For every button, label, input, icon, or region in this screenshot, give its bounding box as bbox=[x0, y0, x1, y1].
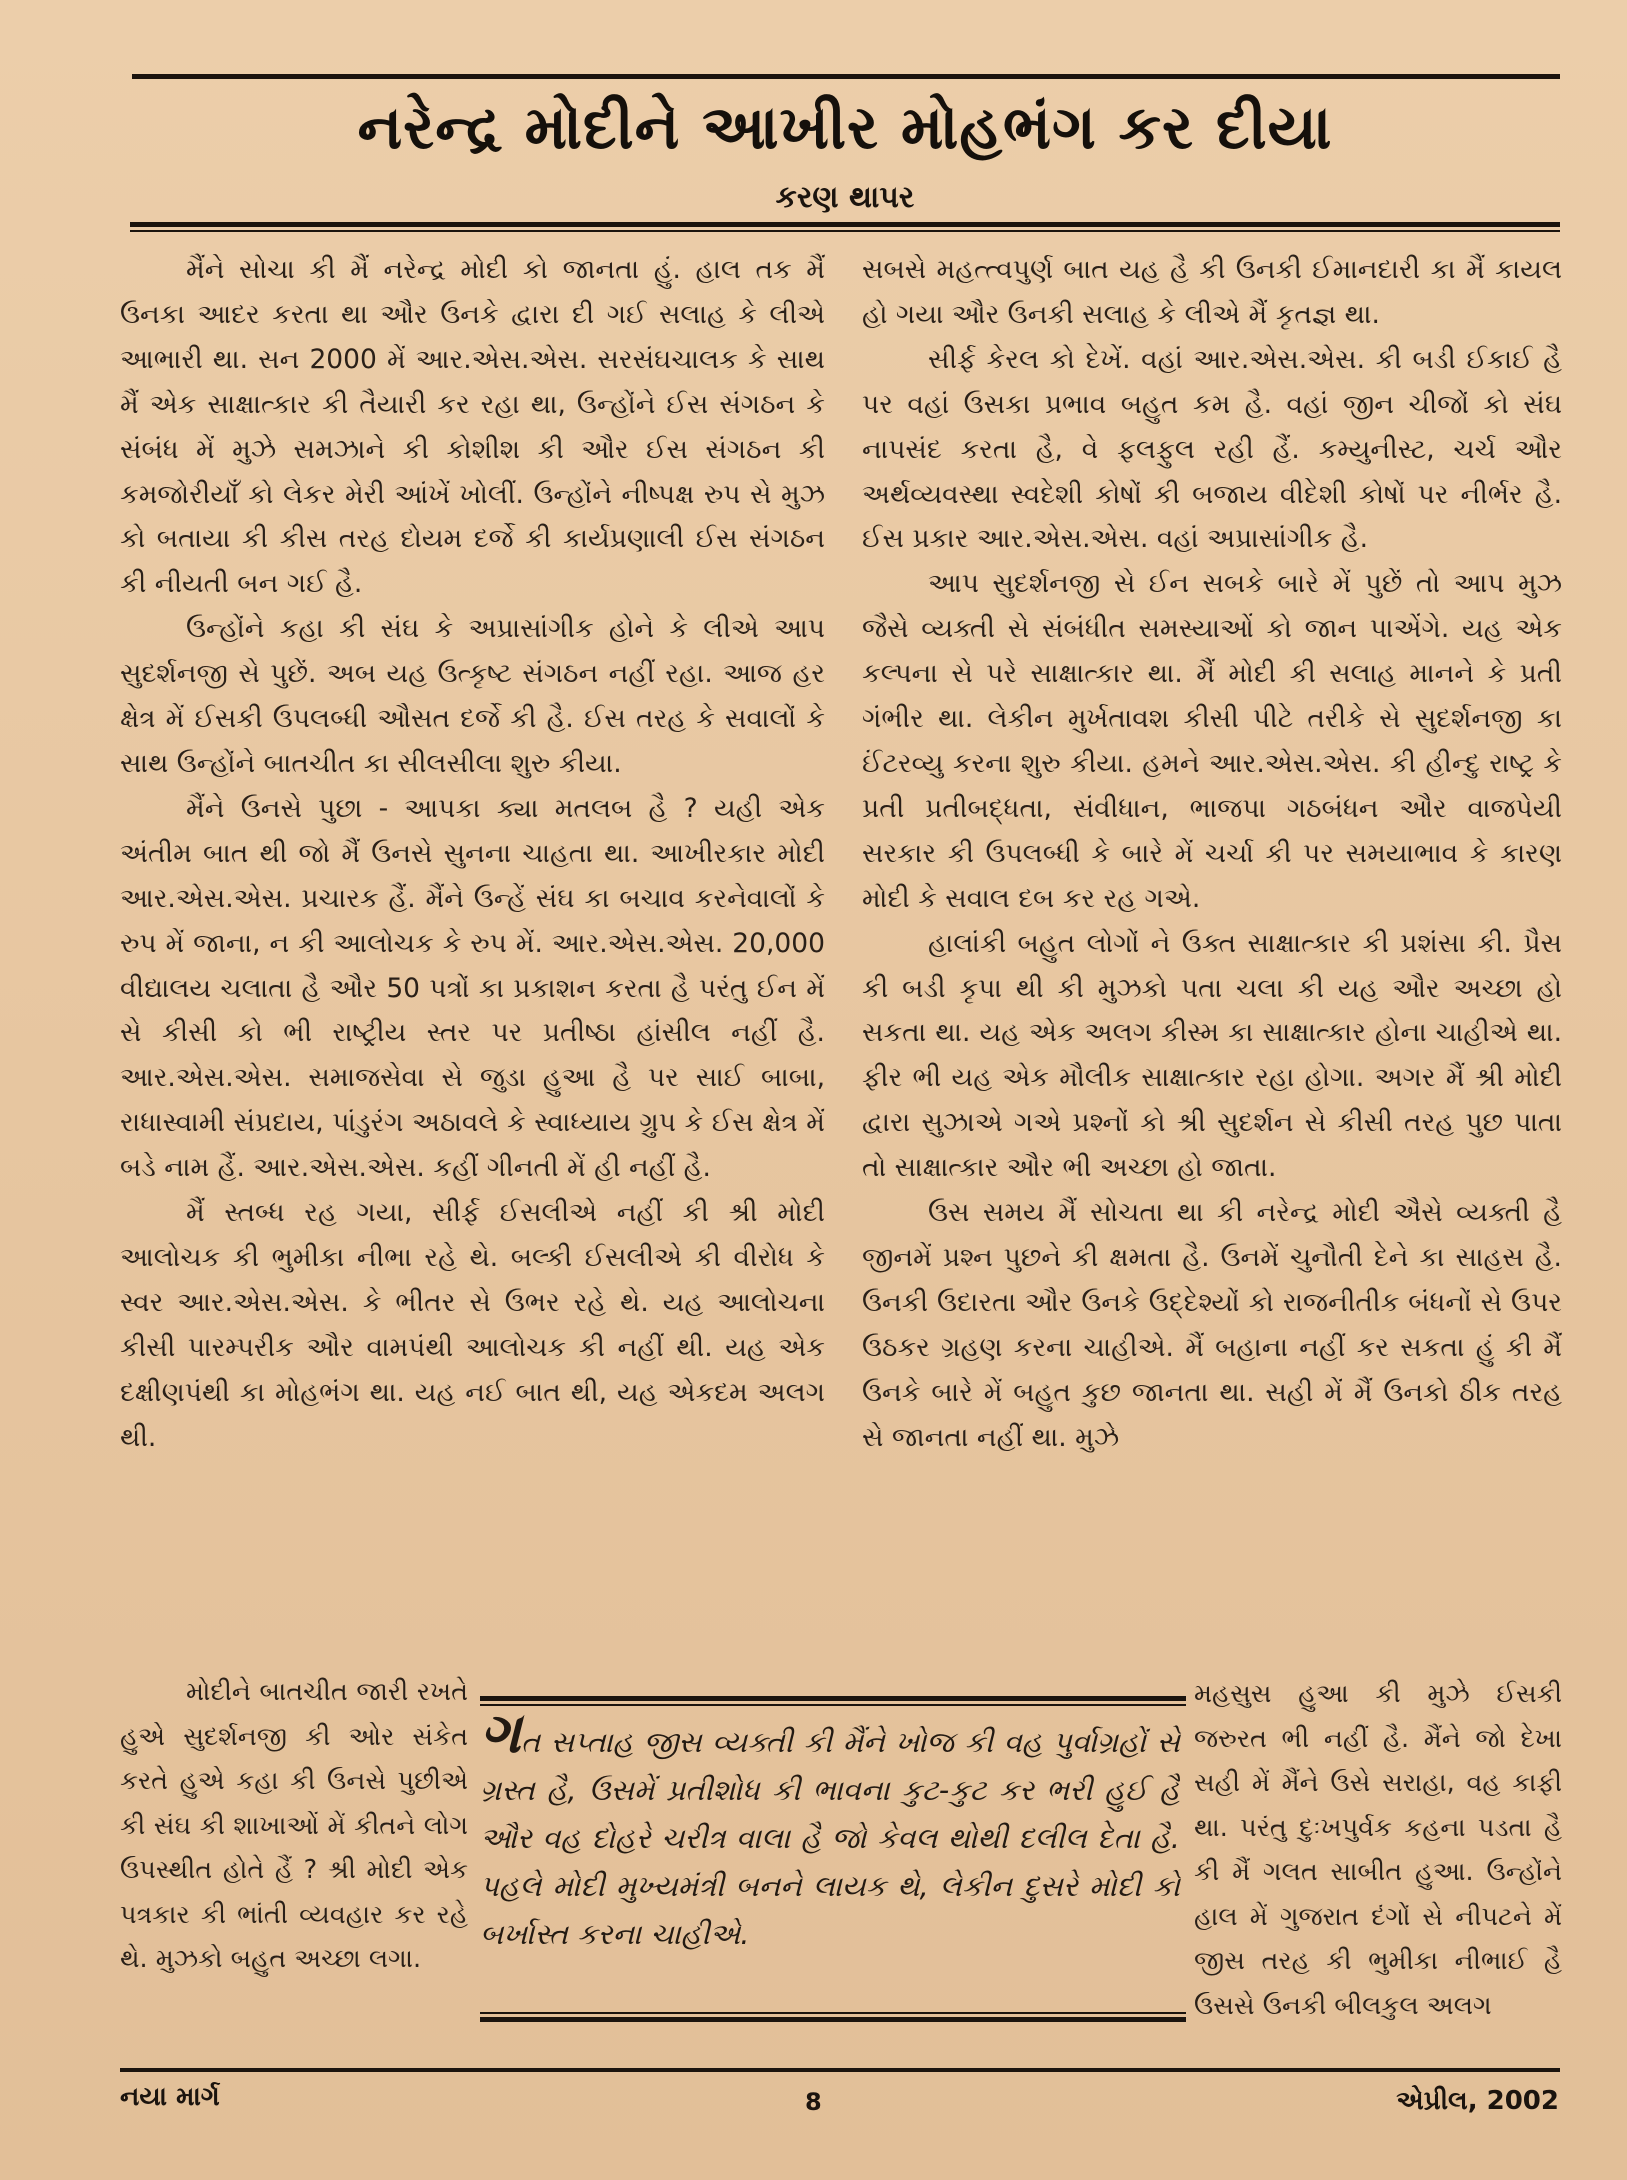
paragraph: મૈં સ્તબ્ધ રહ ગયા, સીર્ફ ઈસલીએ નહીં કી શ્રી મોદી આલોચક કી ભુમીકા નીભા રહે થે. બલ્કી ઈસલીએ કી વીરોધ કે સ્વર આર.એસ.એસ. કે ભીતર સે ઉભર રહે થે. યહ આલોચના કીસી પારમ્પરીક ઔર વામપંથી આલોચક કી નહીં થી. યહ એક દક્ષીણપંથી કા મોહભંગ થા. યહ નઈ બાત થી, યહ એકદમ અલગ થી. bbox=[120, 1197, 825, 1453]
paragraph: ઉન્હોંને કહા કી સંઘ કે અપ્રાસાંગીક હોને કે લીએ આપ સુદર્શનજી સે પુછેં. અબ યહ ઉત્કૃષ્ટ સંગઠન નહીં રહા. આજ હર ક્ષેત્ર મેં ઈસકી ઉપલબ્ધી ઔસત દર્જે કી હૈ. ઈસ તરહ કે સવાલોં કે સાથ ઉન્હોંને બાતચીત કા સીલસીલા શુરુ કીયા. bbox=[120, 613, 825, 779]
paragraph: મોદીને બાતચીત જારી રખતે હુએ સુદર્શનજી કી ઓર સંકેત કરતે હુએ કહા કી ઉનસે પુછીએ કી સંઘ કી શાખાઓં મેં કીતને લોગ ઉપસ્થીત હોતે હૈં ? શ્રી મોદી એક પત્રકાર કી ભાંતી વ્યવહાર કર રહે થે. મુઝકો બહુત અચ્છા લગા. bbox=[120, 1677, 468, 1974]
paragraph: સીર્ફ કેરલ કો દેખેં. વહાં આર.એસ.એસ. કી બડી ઈકાઈ હૈ પર વહાં ઉસકા પ્રભાવ બહુત કમ હૈ. વહાં જીન ચીજોં કો સંઘ નાપસંદ કરતા હૈ, વે ફલફુલ રહી હૈં. કમ્યુનીસ્ટ, ચર્ચ ઔર અર્થવ્યવસ્થા સ્વદેશી કોષોં કી બજાય વીદેશી કોષોં પર નીર્ભર હૈ. ઈસ પ્રકાર આર.એસ.એસ. વહાં અપ્રાસાંગીક હૈ. bbox=[862, 343, 1562, 555]
paragraph: મહસુસ હુઆ કી મુઝે ઈસકી જરુરત ભી નહીં હૈ. મૈંને જો દેખા સહી મેં મૈંને ઉસે સરાહા, વહ કાફી થા. પરંતુ દુઃખપુર્વક કહના પડતા હૈ કી મૈં ગલત સાબીત હુઆ. ઉન્હોંને હાલ મેં ગુજરાત દંગોં સે નીપટને મેં જીસ તરહ કી ભુમીકા નીભાઈ હૈ ઉસસે ઉનકી બીલકુલ અલગ bbox=[1194, 1679, 1562, 2021]
footer-publication: નયા માર્ગ bbox=[120, 2082, 220, 2112]
paragraph: મૈંને ઉનસે પુછા - આપકા ક્યા મતલબ હૈ ? યહી એક અંતીમ બાત થી જો મૈં ઉનસે સુનના ચાહતા થા. આખીરકાર મોદી આર.એસ.એસ. પ્રચારક હૈં. મૈંને ઉન્હેં સંઘ કા બચાવ કરનેવાલોં કે રુપ મેં જાના, ન કી આલોચક કે રુપ મેં. આર.એસ.એસ. 20,000 વીદ્યાલય ચલાતા હૈ ઔર 50 પત્રોં કા પ્રકાશન કરતા હૈ પરંતુ ઈન મેં સે કીસી કો ભી રાષ્ટ્રીય સ્તર પર પ્રતીષ્ઠા હાંસીલ નહીં હૈ. આર.એસ.એસ. સમાજસેવા સે જુડા હુઆ હૈ પર સાઈ બાબા, રાધાસ્વામી સંપ્રદાય, પાંડુરંગ અઠાવલે કે સ્વાધ્યાય ગ્રુપ કે ઈસ ક્ષેત્ર મેં બડે નામ હૈં. આર.એસ.એસ. કહીં ગીનતી મેં હી નહીં હૈ. bbox=[120, 792, 825, 1184]
paragraph: સબસે મહત્ત્વપુર્ણ બાત યહ હૈ કી ઉનકી ઈમાનદારી કા મૈં કાયલ હો ગયા ઔર ઉનકી સલાહ કે લીએ મૈં કૃતજ્ઞ થા. bbox=[862, 254, 1562, 330]
pullquote-dropcap: ગ bbox=[480, 1701, 521, 1766]
left-bottom-column bbox=[120, 1670, 468, 1982]
article-author: કરણ થાપર bbox=[775, 180, 915, 215]
left-column bbox=[120, 248, 825, 1460]
right-bottom-column bbox=[1194, 1672, 1562, 2028]
right-column bbox=[862, 248, 1562, 1460]
header-rule-thick bbox=[130, 222, 1560, 227]
pullquote-top-rule-thin bbox=[480, 1704, 1186, 1706]
paragraph: ઉસ સમય મૈં સોચતા થા કી નરેન્દ્ર મોદી ઐસે વ્યક્તી હૈ જીનમેં પ્રશ્ન પુછને કી ક્ષમતા હૈ. ઉનમેં ચુનૌતી દેને કા સાહસ હૈ. ઉનકી ઉદારતા ઔર ઉનકે ઉદ્દેશ્યોં કો રાજનીતીક બંધનોં સે ઉપર ઉઠકર ગ્રહણ કરના ચાહીએ. મૈં બહાના નહીં કર સકતા હું કી મૈં ઉનકે બારે મેં બહુત કુછ જાનતા થા. સહી મેં મૈં ઉનકો ઠીક તરહ સે જાનતા નહીં થા. મુઝે bbox=[862, 1197, 1562, 1453]
pullquote-text: ત સપ્તાહ જીસ વ્યક્તી કી મૈંને ખોજ કી વહ પુર્વાગ્રહોં સે ગ્રસ્ત હૈ, ઉસમેં પ્રતીશોધ કી ભાવના કુટ-કુટ કર ભરી હુઈ હૈ ઔર વહ દોહરે ચરીત્ર વાલા હૈ જો કેવલ થોથી દલીલ દેતા હૈ. પહલે મોદી મુખ્યમંત્રી બનને લાયક થે, લેકીન દુસરે મોદી કો બર્ખાસ્ત કરના ચાહીએ. bbox=[480, 1725, 1180, 1951]
paragraph: હાલાંકી બહુત લોગોં ને ઉક્ત સાક્ષાત્કાર કી પ્રશંસા કી. પ્રૈસ કી બડી કૃપા થી કી મુઝકો પતા ચલા કી યહ ઔર અચ્છા હો સકતા થા. યહ એક અલગ કીસ્મ કા સાક્ષાત્કાર હોના ચાહીએ થા. ફીર ભી યહ એક મૌલીક સાક્ષાત્કાર રહા હોગા. અગર મૈં શ્રી મોદી દ્વારા સુઝાએ ગએ પ્રશ્નોં કો શ્રી સુદર્શન સે કીસી તરહ પુછ પાતા તો સાક્ષાત્કાર ઔર ભી અચ્છા હો જાતા. bbox=[862, 927, 1562, 1184]
pullquote bbox=[480, 1701, 1180, 1958]
pullquote-bottom-rule-thin bbox=[480, 2012, 1186, 2014]
footer-rule bbox=[120, 2068, 1560, 2072]
paragraph: મૈંને સોચા કી મૈં નરેન્દ્ર મોદી કો જાનતા હું. હાલ તક મૈં ઉનકા આદર કરતા થા ઔર ઉનકે દ્વારા દી ગઈ સલાહ કે લીએ આભારી થા. સન 2000 મેં આર.એસ.એસ. સરસંઘચાલક કે સાથ મૈં એક સાક્ષાત્કાર કી તૈયારી કર રહા થા, ઉન્હોંને ઈસ સંગઠન કે સંબંધ મેં મુઝે સમઝાને કી કોશીશ કી ઔર ઈસ સંગઠન કી કમજોરીયાઁ કો લેકર મેરી આંખેં ખોલીં. ઉન્હોંને નીષ્પક્ષ રુપ સે મુઝ કો બતાયા કી કીસ તરહ દોયમ દર્જે કી કાર્યપ્રણાલી ઈસ સંગઠન કી નીયતી બન ગઈ હૈ. bbox=[120, 254, 825, 600]
footer-page-number: 8 bbox=[805, 2088, 822, 2116]
paragraph: આપ સુદર્શનજી સે ઈન સબકે બારે મેં પુછેં તો આપ મુઝ જૈસે વ્યક્તી સે સંબંધીત સમસ્યાઓં કો જાન પાએંગે. યહ એક કલ્પના સે પરે સાક્ષાત્કાર થા. મૈં મોદી કી સલાહ માનને કે પ્રતી ગંભીર થા. લેકીન મુર્ખતાવશ કીસી પીટે તરીકે સે સુદર્શનજી કા ઈંટરવ્યુ કરના શુરુ કીયા. હમને આર.એસ.એસ. કી હીન્દુ રાષ્ટ્ર કે પ્રતી પ્રતીબદ્ધતા, સંવીધાન, ભાજપા ગઠબંધન ઔર વાજપેયી સરકાર કી ઉપલબ્ધી કે બારે મેં ચર્ચા કી પર સમયાભાવ કે કારણ મોદી કે સવાલ દબ કર રહ ગએ. bbox=[862, 568, 1562, 914]
article-title: નરેન્દ્ર મોદીને આખીર મોહભંગ કર દીયા bbox=[357, 93, 1333, 163]
top-rule bbox=[132, 74, 1560, 79]
pullquote-bottom-rule-thick bbox=[480, 2017, 1186, 2022]
pullquote-top-rule-thick bbox=[480, 1696, 1186, 1701]
footer-date: એપ્રીલ, 2002 bbox=[1396, 2086, 1559, 2116]
header-rule-thin bbox=[130, 230, 1560, 232]
